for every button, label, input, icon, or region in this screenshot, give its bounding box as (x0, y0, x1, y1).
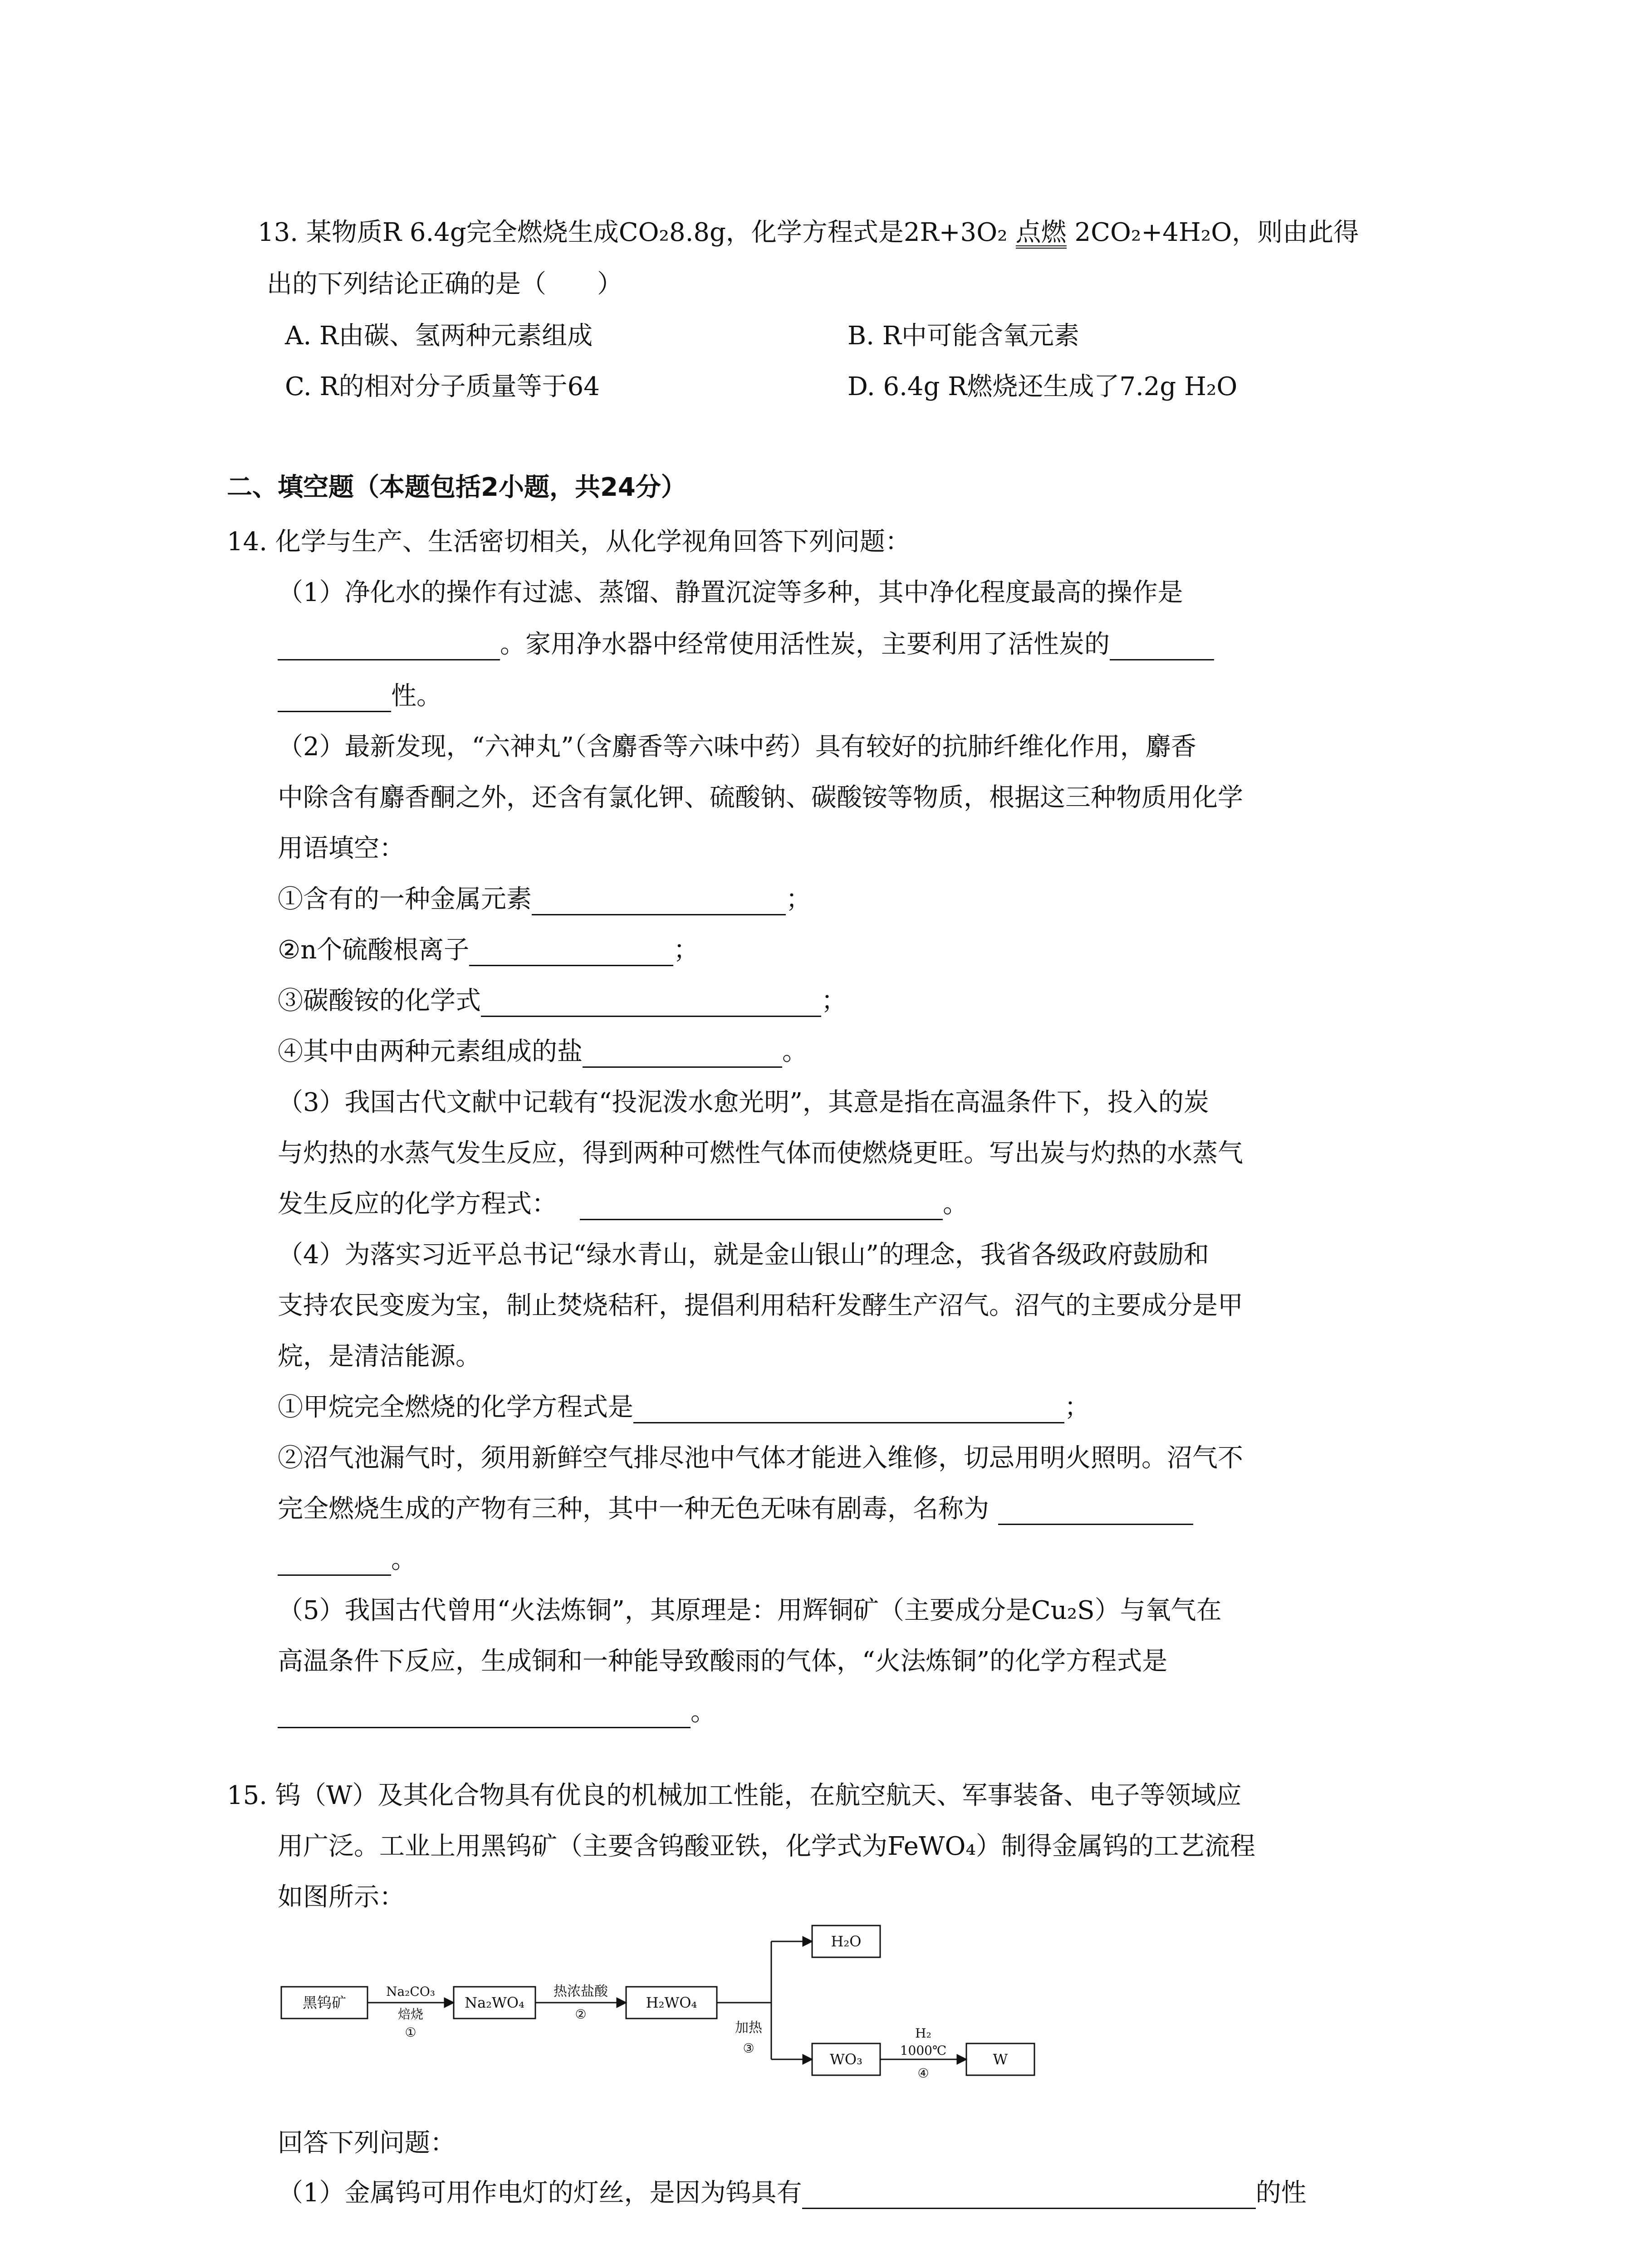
semicolon: ； (673, 935, 699, 965)
q14-p2c: 用语填空： (278, 834, 405, 863)
q14-p2b: 中除含有麝香酮之外，还含有氯化钾、硫酸钠、碳酸铵等物质，根据这三种物质用化学 (278, 783, 1243, 812)
flow-box-na2wo4-label: Na₂WO₄ (465, 1994, 524, 2011)
flow-arrow-4-step: ④ (917, 2066, 929, 2081)
q14-p1c-line (278, 680, 442, 712)
q15-p1-line (278, 2177, 1307, 2209)
q15-l1: 15. 钨（W）及其化合物具有优良的机械加工性能，在航空航天、军事装备、电子等领域应 (227, 1781, 1242, 1810)
semicolon: ； (1064, 1393, 1090, 1422)
q14-p4f: 完全燃烧生成的产物有三种，其中一种无色无味有剧毒，名称为 (278, 1494, 989, 1524)
q14-s4-line (278, 1036, 808, 1068)
q14-p4a: （4）为落实习近平总书记“绿水青山，就是金山银山”的理念，我省各级政府鼓励和 (278, 1240, 1209, 1270)
q14-p3c: 发生反应的化学方程式： (278, 1189, 557, 1219)
q14-s1-line (278, 884, 811, 915)
q14-p4b: 支持农民变废为宝，制止焚烧秸秆，提倡利用秸秆发酵生产沼气。沼气的主要成分是甲 (278, 1291, 1243, 1320)
q14-p3a: （3）我国古代文献中记载有“投泥泼水愈光明”，其意是指在高温条件下，投入的炭 (278, 1088, 1209, 1117)
q15-p1-tail: 的性 (1255, 2178, 1307, 2208)
period: 。 (391, 1545, 416, 1574)
blank[interactable] (583, 1042, 782, 1068)
q15-p1: （1）金属钨可用作电灯的灯丝，是因为钨具有 (278, 2178, 802, 2208)
period: 。 (691, 1697, 716, 1727)
q15-ask: 回答下列问题： (278, 2128, 456, 2158)
blank[interactable] (998, 1499, 1193, 1525)
q14-p5c-line (278, 1696, 716, 1728)
flow-arrow-4-condition: 1000℃ (900, 2043, 947, 2058)
q14-stem: 14. 化学与生产、生活密切相关，从化学视角回答下列问题： (227, 527, 911, 557)
flow-arrow-1-step: ① (405, 2025, 416, 2040)
blank[interactable] (532, 890, 786, 915)
flow-arrow-3-condition: 加热 (735, 2020, 762, 2036)
semicolon: ； (786, 885, 811, 914)
blank[interactable] (633, 1398, 1064, 1423)
blank[interactable] (278, 1550, 391, 1576)
q14-p5a: （5）我国古代曾用“火法炼铜”，其原理是：用辉铜矿（主要成分是Cu₂S）与氧气在 (278, 1596, 1222, 1625)
flow-arrow-2-reagent: 热浓盐酸 (554, 1984, 608, 1999)
tungsten-process-flowchart (277, 1923, 1057, 2087)
q13-option-b: B. R中可能含氧元素 (847, 321, 1079, 351)
q13-text-a: 13. 某物质R 6.4g完全燃烧生成CO₂8.8g，化学方程式是2R+3O₂ (258, 218, 1008, 247)
q13-text-b: 2CO₂+4H₂O，则由此得 (1074, 218, 1359, 247)
q13-line1 (258, 217, 1359, 249)
q13-option-c: C. R的相对分子质量等于64 (285, 372, 600, 401)
q14-p5b: 高温条件下反应，生成铜和一种能导致酸雨的气体，“火法炼铜”的化学方程式是 (278, 1647, 1168, 1676)
q14-s3-line (278, 985, 847, 1017)
q14-p1b-line (278, 629, 1214, 660)
q14-p2a: （2）最新发现，“六神丸”（含麝香等六味中药）具有较好的抗肺纤维化作用，麝香 (278, 732, 1196, 762)
blank[interactable] (580, 1194, 943, 1220)
period: 。 (782, 1037, 808, 1066)
q14-p1c: 性。 (391, 681, 442, 711)
blank[interactable] (481, 991, 821, 1017)
q14-p1a: （1）净化水的操作有过滤、蒸馏、静置沉淀等多种，其中净化程度最高的操作是 (278, 578, 1183, 607)
flow-box-ore-label: 黑钨矿 (302, 1994, 347, 2011)
blank[interactable] (278, 635, 500, 660)
flow-arrow-1-condition: 焙烧 (397, 2007, 424, 2022)
q14-p3b: 与灼热的水蒸气发生反应，得到两种可燃性气体而使燃烧更旺。写出炭与灼热的水蒸气 (278, 1139, 1243, 1168)
q14-s3: ③碳酸铵的化学式 (278, 986, 481, 1016)
section-title: 二、填空题（本题包括2小题，共24分） (227, 473, 686, 502)
flow-box-h2o-label: H₂O (831, 1933, 862, 1950)
flow-arrow-3-step: ③ (743, 2041, 754, 2056)
semicolon: ； (821, 986, 847, 1016)
q13-condition: 点燃 (1016, 220, 1067, 249)
flow-box-wo3-label: WO₃ (830, 2051, 862, 2068)
q14-p4g-line (278, 1544, 416, 1576)
q13-option-a: A. R由碳、氢两种元素组成 (285, 321, 593, 351)
flow-arrow-1-reagent: Na₂CO₃ (386, 1984, 436, 1999)
blank[interactable] (278, 686, 391, 712)
q14-p4e: ②沼气池漏气时，须用新鲜空气排尽池中气体才能进入维修，切忌用明火照明。沼气不 (278, 1443, 1243, 1473)
q14-s1: ①含有的一种金属元素 (278, 885, 532, 914)
q14-p3c-line (278, 1188, 968, 1220)
blank[interactable] (469, 940, 673, 966)
q14-p1b: 。家用净水器中经常使用活性炭，主要利用了活性炭的 (500, 630, 1110, 659)
q14-p4d-line (278, 1392, 1090, 1423)
q14-s4: ④其中由两种元素组成的盐 (278, 1037, 583, 1066)
q14-p4f-line (278, 1493, 1193, 1525)
q14-s2: ②n个硫酸根离子 (278, 935, 470, 965)
q13-line2: 出的下列结论正确的是（ ） (267, 269, 622, 299)
q15-l3: 如图所示： (278, 1882, 405, 1912)
blank[interactable] (1110, 635, 1214, 660)
flow-box-h2wo4-label: H₂WO₄ (646, 1994, 697, 2011)
flow-arrow-4-reagent: H₂ (915, 2026, 931, 2041)
flow-box-w-label: W (993, 2051, 1008, 2068)
q15-l2: 用广泛。工业上用黑钨矿（主要含钨酸亚铁，化学式为FeWO₄）制得金属钨的工艺流程 (278, 1832, 1255, 1861)
q14-s2-line (278, 934, 699, 966)
q14-p4d: ①甲烷完全燃烧的化学方程式是 (278, 1393, 633, 1422)
q13-option-d: D. 6.4g R燃烧还生成了7.2g H₂O (847, 372, 1238, 401)
period: 。 (943, 1189, 968, 1219)
q14-p4c: 烷，是清洁能源。 (278, 1342, 481, 1371)
blank[interactable] (278, 1702, 691, 1728)
flow-arrow-2-step: ② (575, 2007, 587, 2022)
blank[interactable] (802, 2183, 1256, 2209)
